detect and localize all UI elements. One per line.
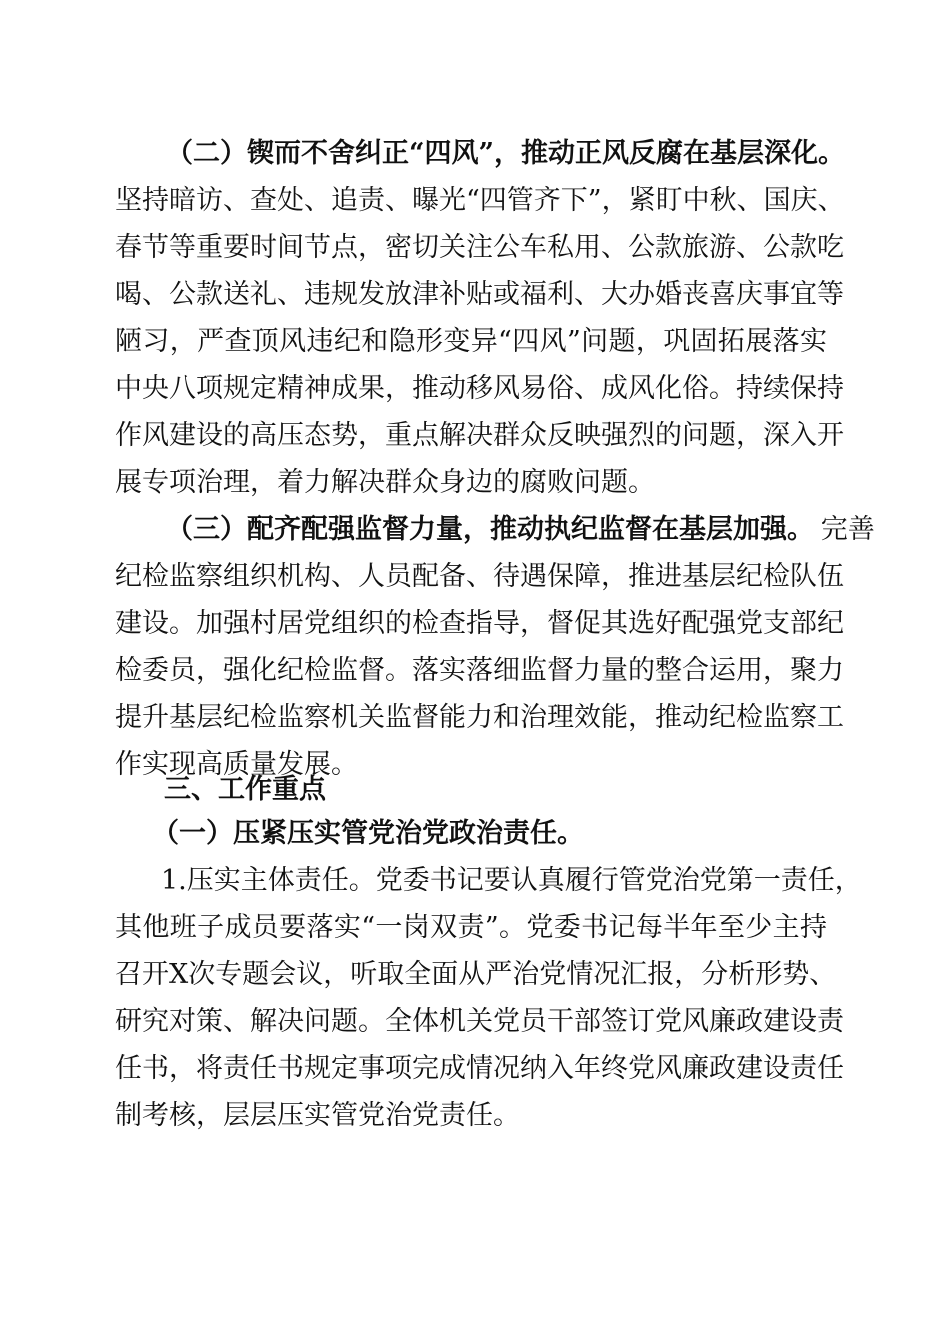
- section-three-line-1: 纪检监察组织机构、人员配备、待遇保障，推进基层纪检队伍: [115, 561, 844, 592]
- item-one-line-2: 召开X次专题会议，听取全面从严治党情况汇报，分析形势、: [115, 959, 837, 990]
- section-two-line-3: 喝、公款送礼、违规发放津补贴或福利、大办婚丧喜庆事宜等: [115, 279, 844, 310]
- item-one-line-4: 任书，将责任书规定事项完成情况纳入年终党风廉政建设责任: [115, 1053, 844, 1084]
- item-one-first-line: 1.压实主体责任。党委书记要认真履行管党治党第一责任，: [161, 865, 862, 896]
- item-one-line-3: 研究对策、解决问题。全体机关党员干部签订党风廉政建设责: [115, 1006, 844, 1037]
- section-three-heading-line: [166, 508, 875, 552]
- section-two-line-2: 春节等重要时间节点，密切关注公车私用、公款旅游、公款吃: [115, 232, 844, 263]
- section-two-line-5: 中央八项规定精神成果，推动移风易俗、成风化俗。持续保持: [115, 373, 844, 404]
- section-two-line-7: 展专项治理，着力解决群众身边的腐败问题。: [115, 467, 655, 498]
- section-three-heading: （三）配齐配强监督力量，推动执纪监督在基层加强。: [166, 514, 814, 545]
- section-three-line-3: 检委员，强化纪检监督。落实落细监督力量的整合运用，聚力: [115, 655, 844, 686]
- section-two-line-6: 作风建设的高压态势，重点解决群众反映强烈的问题，深入开: [115, 420, 844, 451]
- subsection-one-heading: （一）压紧压实管党治党政治责任。: [152, 818, 584, 849]
- section-two-heading: （二）锲而不舍纠正“四风”，推动正风反腐在基层深化。: [166, 138, 846, 169]
- section-three-line-2: 建设。加强村居党组织的检查指导，督促其选好配强党支部纪: [115, 608, 844, 639]
- section-two-line-4: 陋习，严查顶风违纪和隐形变异“四风”问题，巩固拓展落实: [115, 326, 827, 357]
- item-one-line-5: 制考核，层层压实管党治党责任。: [115, 1100, 520, 1131]
- item-one-line-1: 其他班子成员要落实“一岗双责”。党委书记每半年至少主持: [115, 912, 827, 943]
- section-two-line-1: 坚持暗访、查处、追责、曝光“四管齐下”，紧盯中秋、国庆、: [115, 185, 845, 216]
- section-three-line-5: 作实现高质量发展。: [115, 749, 358, 780]
- section-three-line-4: 提升基层纪检监察机关监督能力和治理效能，推动纪检监察工: [115, 702, 844, 733]
- section-three-heading-tail: 完善: [820, 514, 875, 545]
- part-three-title: 三、工作重点: [164, 774, 326, 805]
